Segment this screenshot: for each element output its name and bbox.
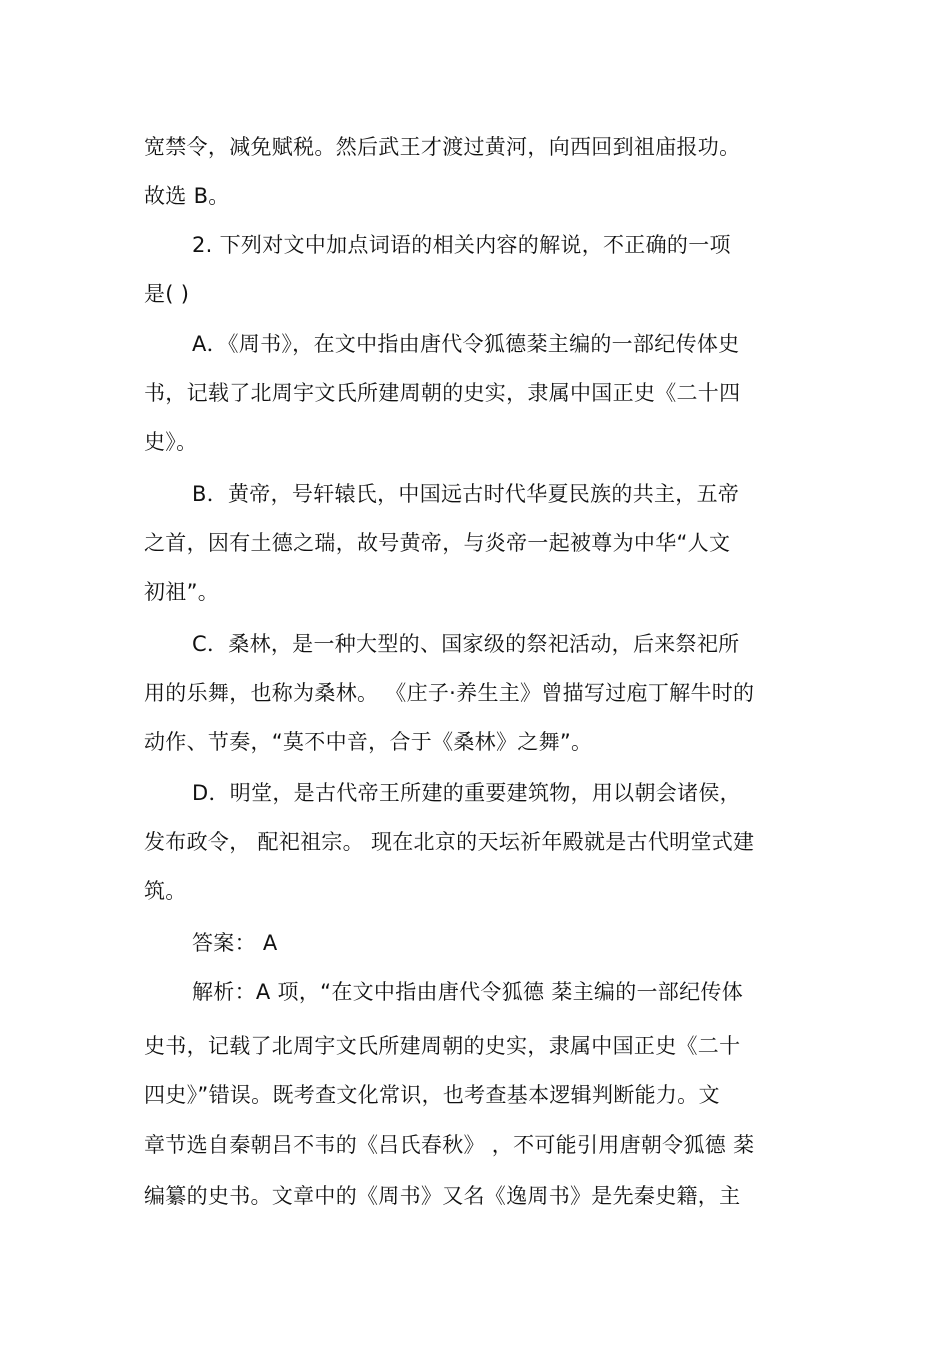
text-line-2: 故选 B。 — [144, 184, 230, 208]
option-b: B．黄帝，号轩辕氏，中国远古时代华夏民族的共主，五帝 — [192, 482, 740, 506]
option-b-cont-2: 初祖”。 — [144, 580, 220, 604]
option-d-cont-2: 筑。 — [144, 879, 187, 903]
option-a: A．《周书》，在文中指由唐代令狐德棻主编的一部纪传体史 — [192, 332, 740, 356]
analysis-line-2: 史书，记载了北周宇文氏所建周朝的史实，隶属中国正史《二十 — [144, 1034, 741, 1058]
answer-line: 答案： A — [192, 931, 278, 955]
analysis-line-5: 编纂的史书。文章中的《周书》又名《逸周书》是先秦史籍，主 — [144, 1184, 741, 1208]
option-c: C．桑林，是一种大型的、国家级的祭祀活动，后来祭祀所 — [192, 632, 740, 656]
analysis-line-4: 章节选自秦朝吕不韦的《吕氏春秋》 ，不可能引用唐朝令狐德 棻 — [144, 1133, 755, 1157]
option-c-cont-1: 用的乐舞，也称为桑林。 《庄子·养生主》曾描写过庖丁解牛时的 — [144, 681, 755, 705]
analysis-line-1: 解析：A 项，“在文中指由唐代令狐德 棻主编的一部纪传体 — [192, 980, 743, 1004]
question-2-stem-cont: 是( ) — [144, 282, 190, 306]
question-2-stem: 2. 下列对文中加点词语的相关内容的解说，不正确的一项 — [192, 233, 731, 257]
option-a-cont-2: 史》。 — [144, 430, 198, 454]
option-d-cont-1: 发布政令， 配祀祖宗。 现在北京的天坛祈年殿就是古代明堂式建 — [144, 830, 755, 854]
option-c-cont-2: 动作、节奏，“莫不中音，合于《桑林》之舞”。 — [144, 730, 593, 754]
option-d: D．明堂，是古代帝王所建的重要建筑物，用以朝会诸侯， — [192, 781, 741, 805]
option-b-cont-1: 之首，因有土德之瑞，故号黄帝，与炎帝一起被尊为中华“人文 — [144, 531, 731, 555]
option-a-cont-1: 书，记载了北周宇文氏所建周朝的史实，隶属中国正史《二十四 — [144, 381, 741, 405]
text-line-1: 宽禁令，减免赋税。然后武王才渡过黄河，向西回到祖庙报功。 — [144, 135, 741, 159]
analysis-line-3: 四史》”错误。既考查文化常识，也考查基本逻辑判断能力。文 — [144, 1083, 720, 1107]
